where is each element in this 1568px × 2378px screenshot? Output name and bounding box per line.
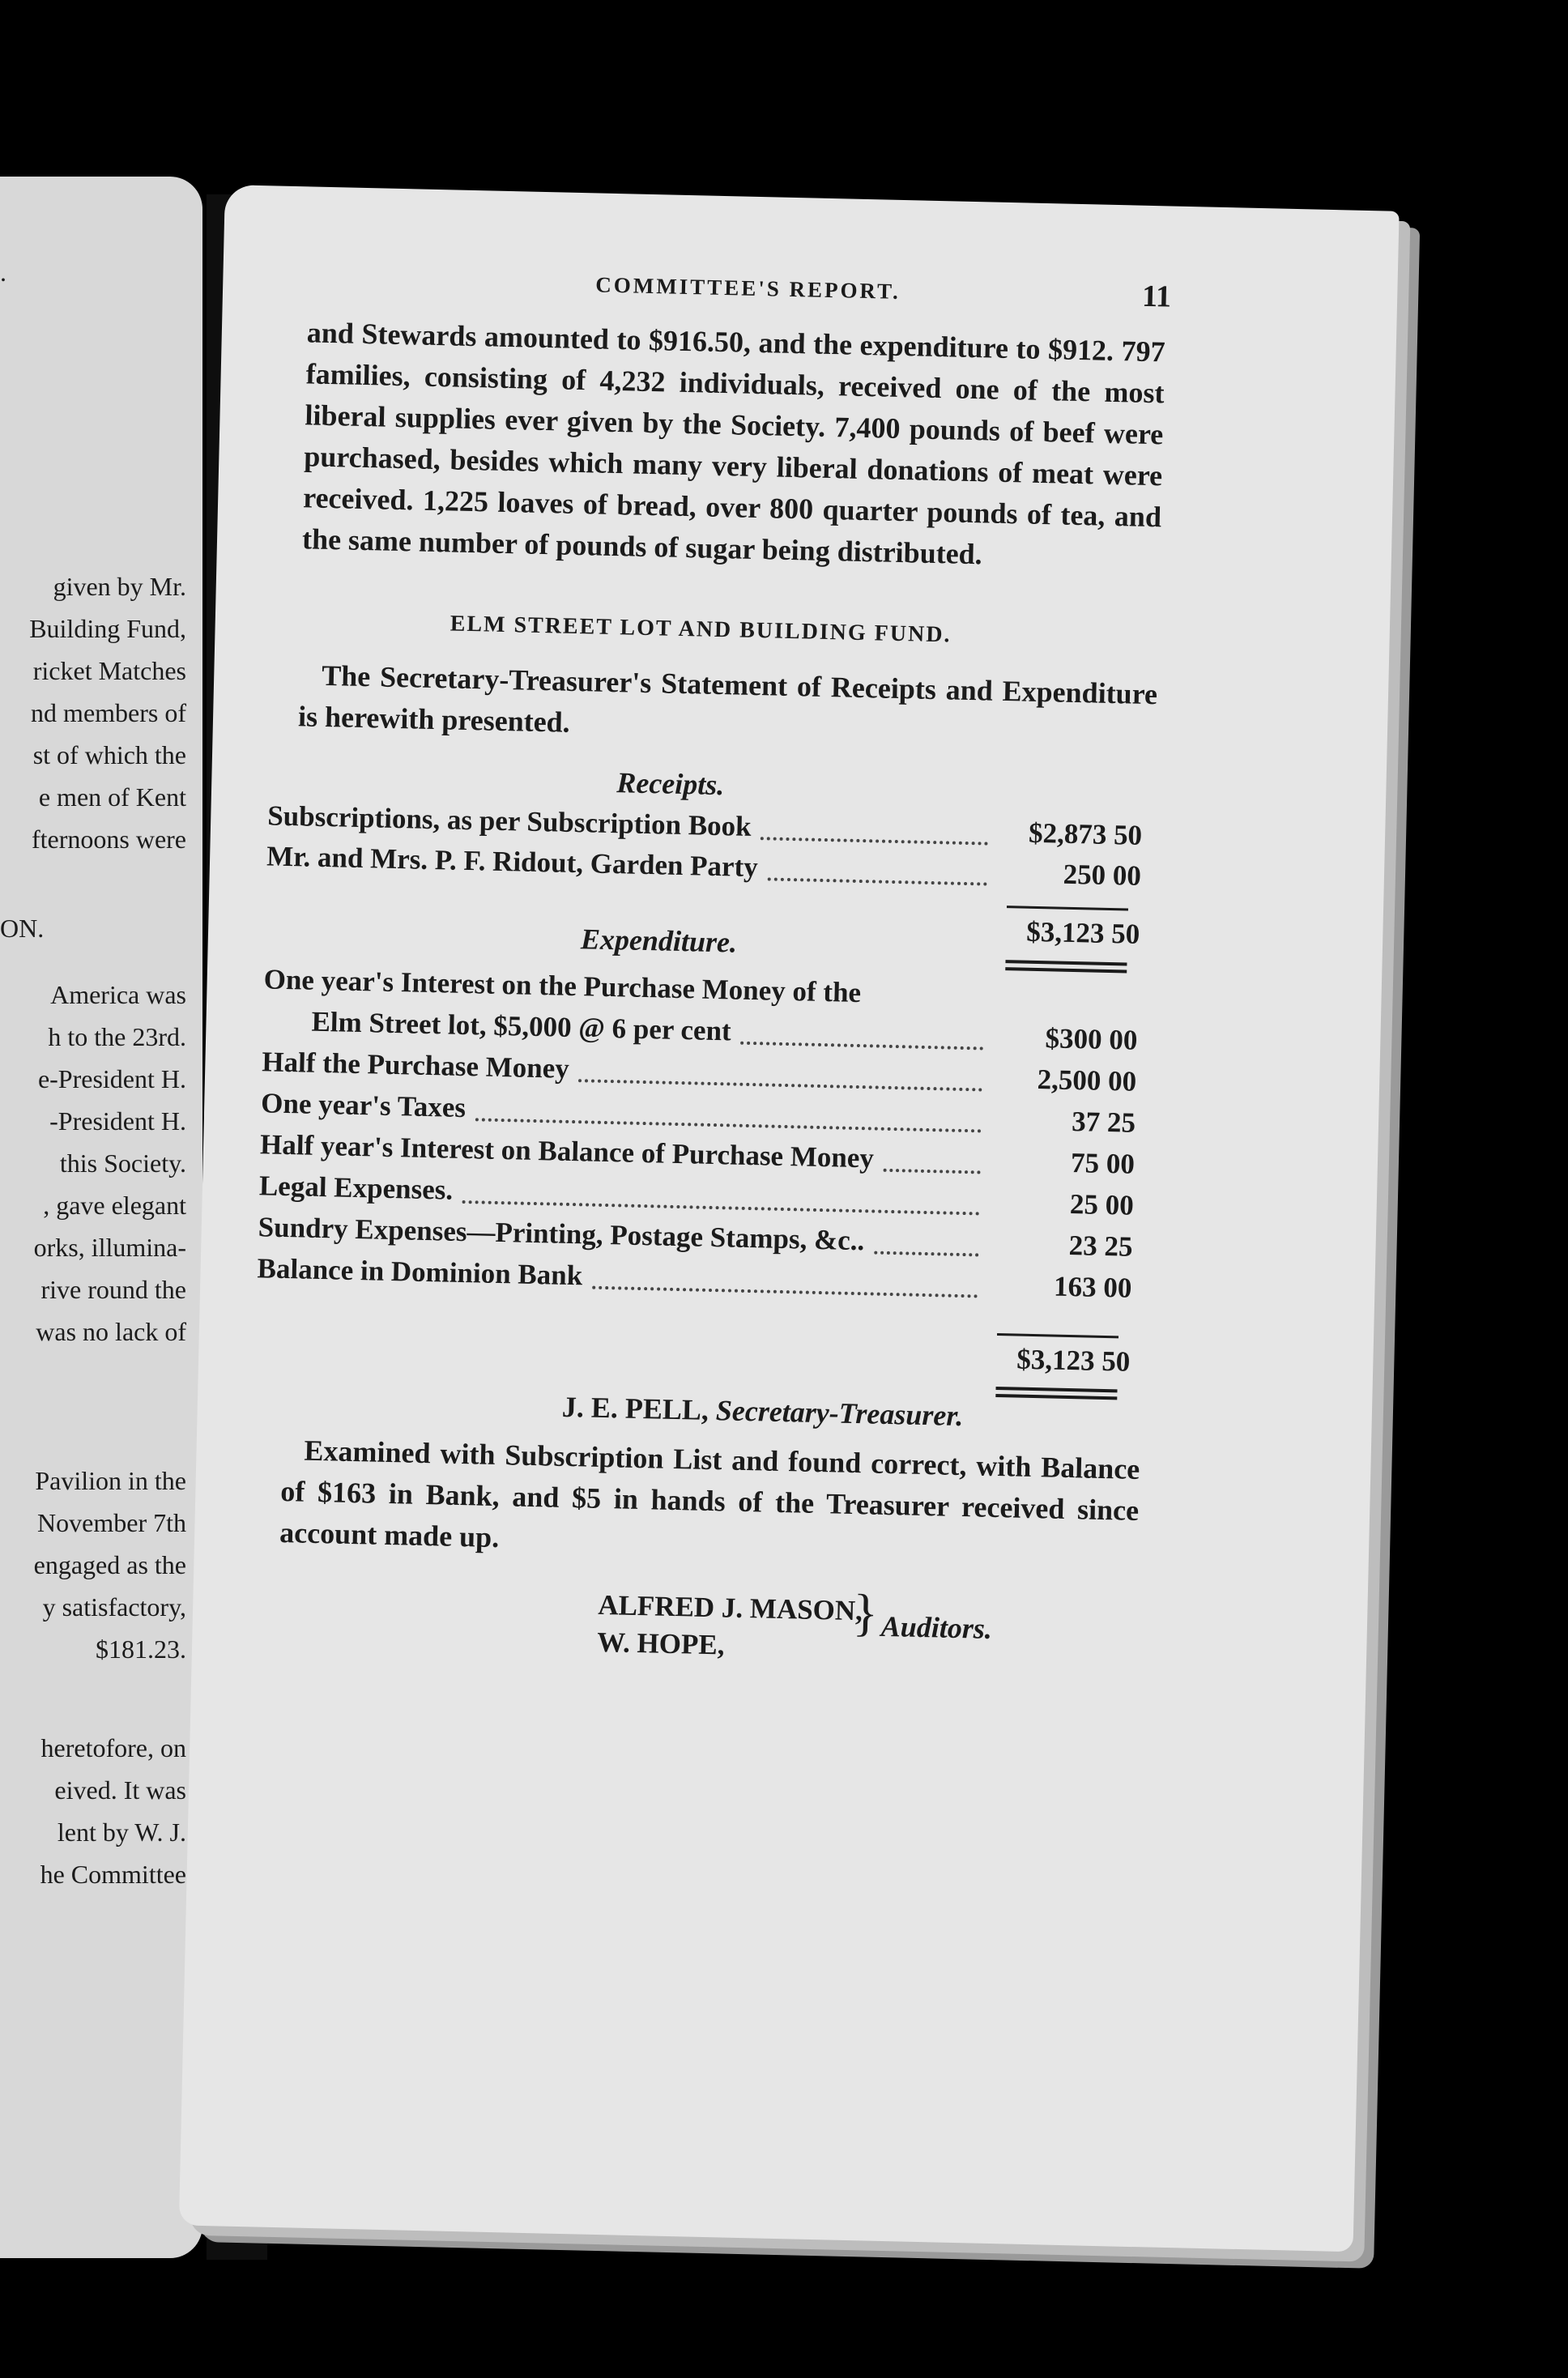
leader-dots: [740, 1037, 983, 1050]
row-amount: $300 00: [1045, 1022, 1138, 1056]
leader-dots: [462, 1195, 980, 1215]
body-paragraph-1: and Stewards amounted to $916.50, and the expenditure to $912. 797 families, consisting of 4,232 individuals, received one of the most liberal supplies ever given by the Society. 7,400 pounds of beef were purchased, besides which many very liberal donations of meat were received. 1,225 loaves of bread, over 800 quarter pounds of tea, and the same number of pounds of sugar being distributed.: [301, 316, 1166, 571]
book-page: [179, 185, 1400, 2252]
left-page-line: he Committee: [40, 1860, 186, 1889]
left-page-line: was no lack of: [36, 1317, 186, 1346]
receipts-heading: Receipts.: [616, 766, 725, 802]
row-amount: 37 25: [1071, 1106, 1136, 1139]
left-page-line: eived. It was: [54, 1775, 186, 1805]
row-amount: 25 00: [1069, 1187, 1135, 1221]
left-page-line: -President H.: [49, 1106, 186, 1136]
leader-dots: [592, 1281, 978, 1298]
body-paragraph-2: The Secretary-Treasurer's Statement of Receipts and Expenditure is herewith presented.: [297, 658, 1158, 739]
expenditure-heading: Expenditure.: [580, 923, 738, 959]
auditor-name: ALFRED J. MASON,: [597, 1588, 863, 1627]
left-page-line: e men of Kent: [38, 782, 186, 812]
row-label: One year's Interest on the Purchase Money of the: [263, 963, 862, 1009]
running-head: COMMITTEE'S REPORT.: [594, 272, 901, 304]
row-label: Sundry Expenses—Printing, Postage Stamps, &c..: [258, 1211, 865, 1257]
auditor-brace: }: [852, 1583, 879, 1642]
leader-dots: [874, 1247, 978, 1257]
left-page-line: , gave elegant: [43, 1191, 186, 1220]
signature-line: [561, 1390, 964, 1433]
row-label: Subscriptions, as per Subscription Book: [266, 799, 752, 842]
left-page-line: this Society.: [59, 1149, 186, 1178]
leader-dots: [475, 1113, 982, 1132]
leader-dots: [768, 872, 987, 885]
section-heading: ELM STREET LOT AND BUILDING FUND.: [450, 611, 952, 648]
row-label: Half year's Interest on Balance of Purchase Money: [259, 1128, 875, 1174]
left-page-line: st of which the: [32, 740, 186, 769]
expenditure-total-rule: [997, 1333, 1118, 1338]
expenditure-total: $3,123 50: [1016, 1343, 1131, 1378]
left-page-line: America was: [50, 980, 186, 1009]
auditor-names: [597, 1587, 863, 1667]
leader-dots: [761, 832, 988, 845]
left-page-line: $181.23.: [96, 1634, 186, 1664]
row-label: One year's Taxes: [260, 1087, 467, 1124]
expenditure-total-double-rule: [995, 1387, 1117, 1400]
row-amount: 23 25: [1068, 1229, 1133, 1263]
row-amount: 2,500 00: [1037, 1063, 1137, 1097]
row-amount: $2,873 50: [1028, 816, 1143, 851]
row-amount: 163 00: [1053, 1270, 1132, 1304]
receipts-total-double-rule: [1005, 960, 1127, 973]
left-page-line: engaged as the: [33, 1550, 186, 1579]
left-page-line: ON.: [0, 914, 45, 943]
leader-dots: [578, 1074, 982, 1091]
left-page-line: Building Fund,: [29, 614, 186, 643]
left-page-line: e-President H.: [37, 1064, 186, 1093]
left-page-line: ricket Matches: [32, 656, 186, 685]
left-page-line: .: [0, 258, 6, 287]
left-page-line: h to the 23rd.: [48, 1022, 186, 1051]
signature-title: Secretary-Treasurer.: [715, 1394, 964, 1433]
row-label: Half the Purchase Money: [262, 1046, 570, 1085]
left-facing-page: [0, 177, 202, 2258]
left-page-line: nd members of: [31, 698, 186, 727]
row-label: Legal Expenses.: [258, 1170, 454, 1206]
leader-dots: [884, 1164, 981, 1174]
left-page-line: November 7th: [37, 1508, 186, 1537]
page-number: 11: [1141, 279, 1172, 314]
row-label: Elm Street lot, $5,000 @ 6 per cent: [311, 1005, 732, 1047]
left-page-line: y satisfactory,: [42, 1592, 186, 1622]
left-page-line: fternoons were: [31, 825, 186, 854]
body-paragraph-3: Examined with Subscription List and found correct, with Balance of $163 in Bank, and $5 in hands of the Treasurer received since account made up.: [279, 1434, 1140, 1554]
left-page-line: heretofore, on: [40, 1733, 186, 1762]
receipts-total-rule: [1007, 906, 1128, 910]
auditors-label: Auditors.: [880, 1609, 993, 1645]
left-page-line: Pavilion in the: [35, 1466, 186, 1495]
signature-name: J. E. PELL,: [561, 1390, 709, 1426]
row-amount: 75 00: [1070, 1147, 1136, 1180]
auditor-name: W. HOPE,: [596, 1626, 725, 1661]
left-page-line: orks, illumina-: [33, 1233, 186, 1262]
row-amount: 250 00: [1063, 858, 1142, 892]
left-page-line: rive round the: [40, 1275, 186, 1304]
left-page-line: lent by W. J.: [57, 1818, 186, 1847]
receipts-total: $3,123 50: [1025, 915, 1140, 950]
row-label: Balance in Dominion Bank: [257, 1252, 583, 1292]
row-label: Mr. and Mrs. P. F. Ridout, Garden Party: [266, 840, 759, 884]
left-page-line: given by Mr.: [53, 572, 186, 601]
